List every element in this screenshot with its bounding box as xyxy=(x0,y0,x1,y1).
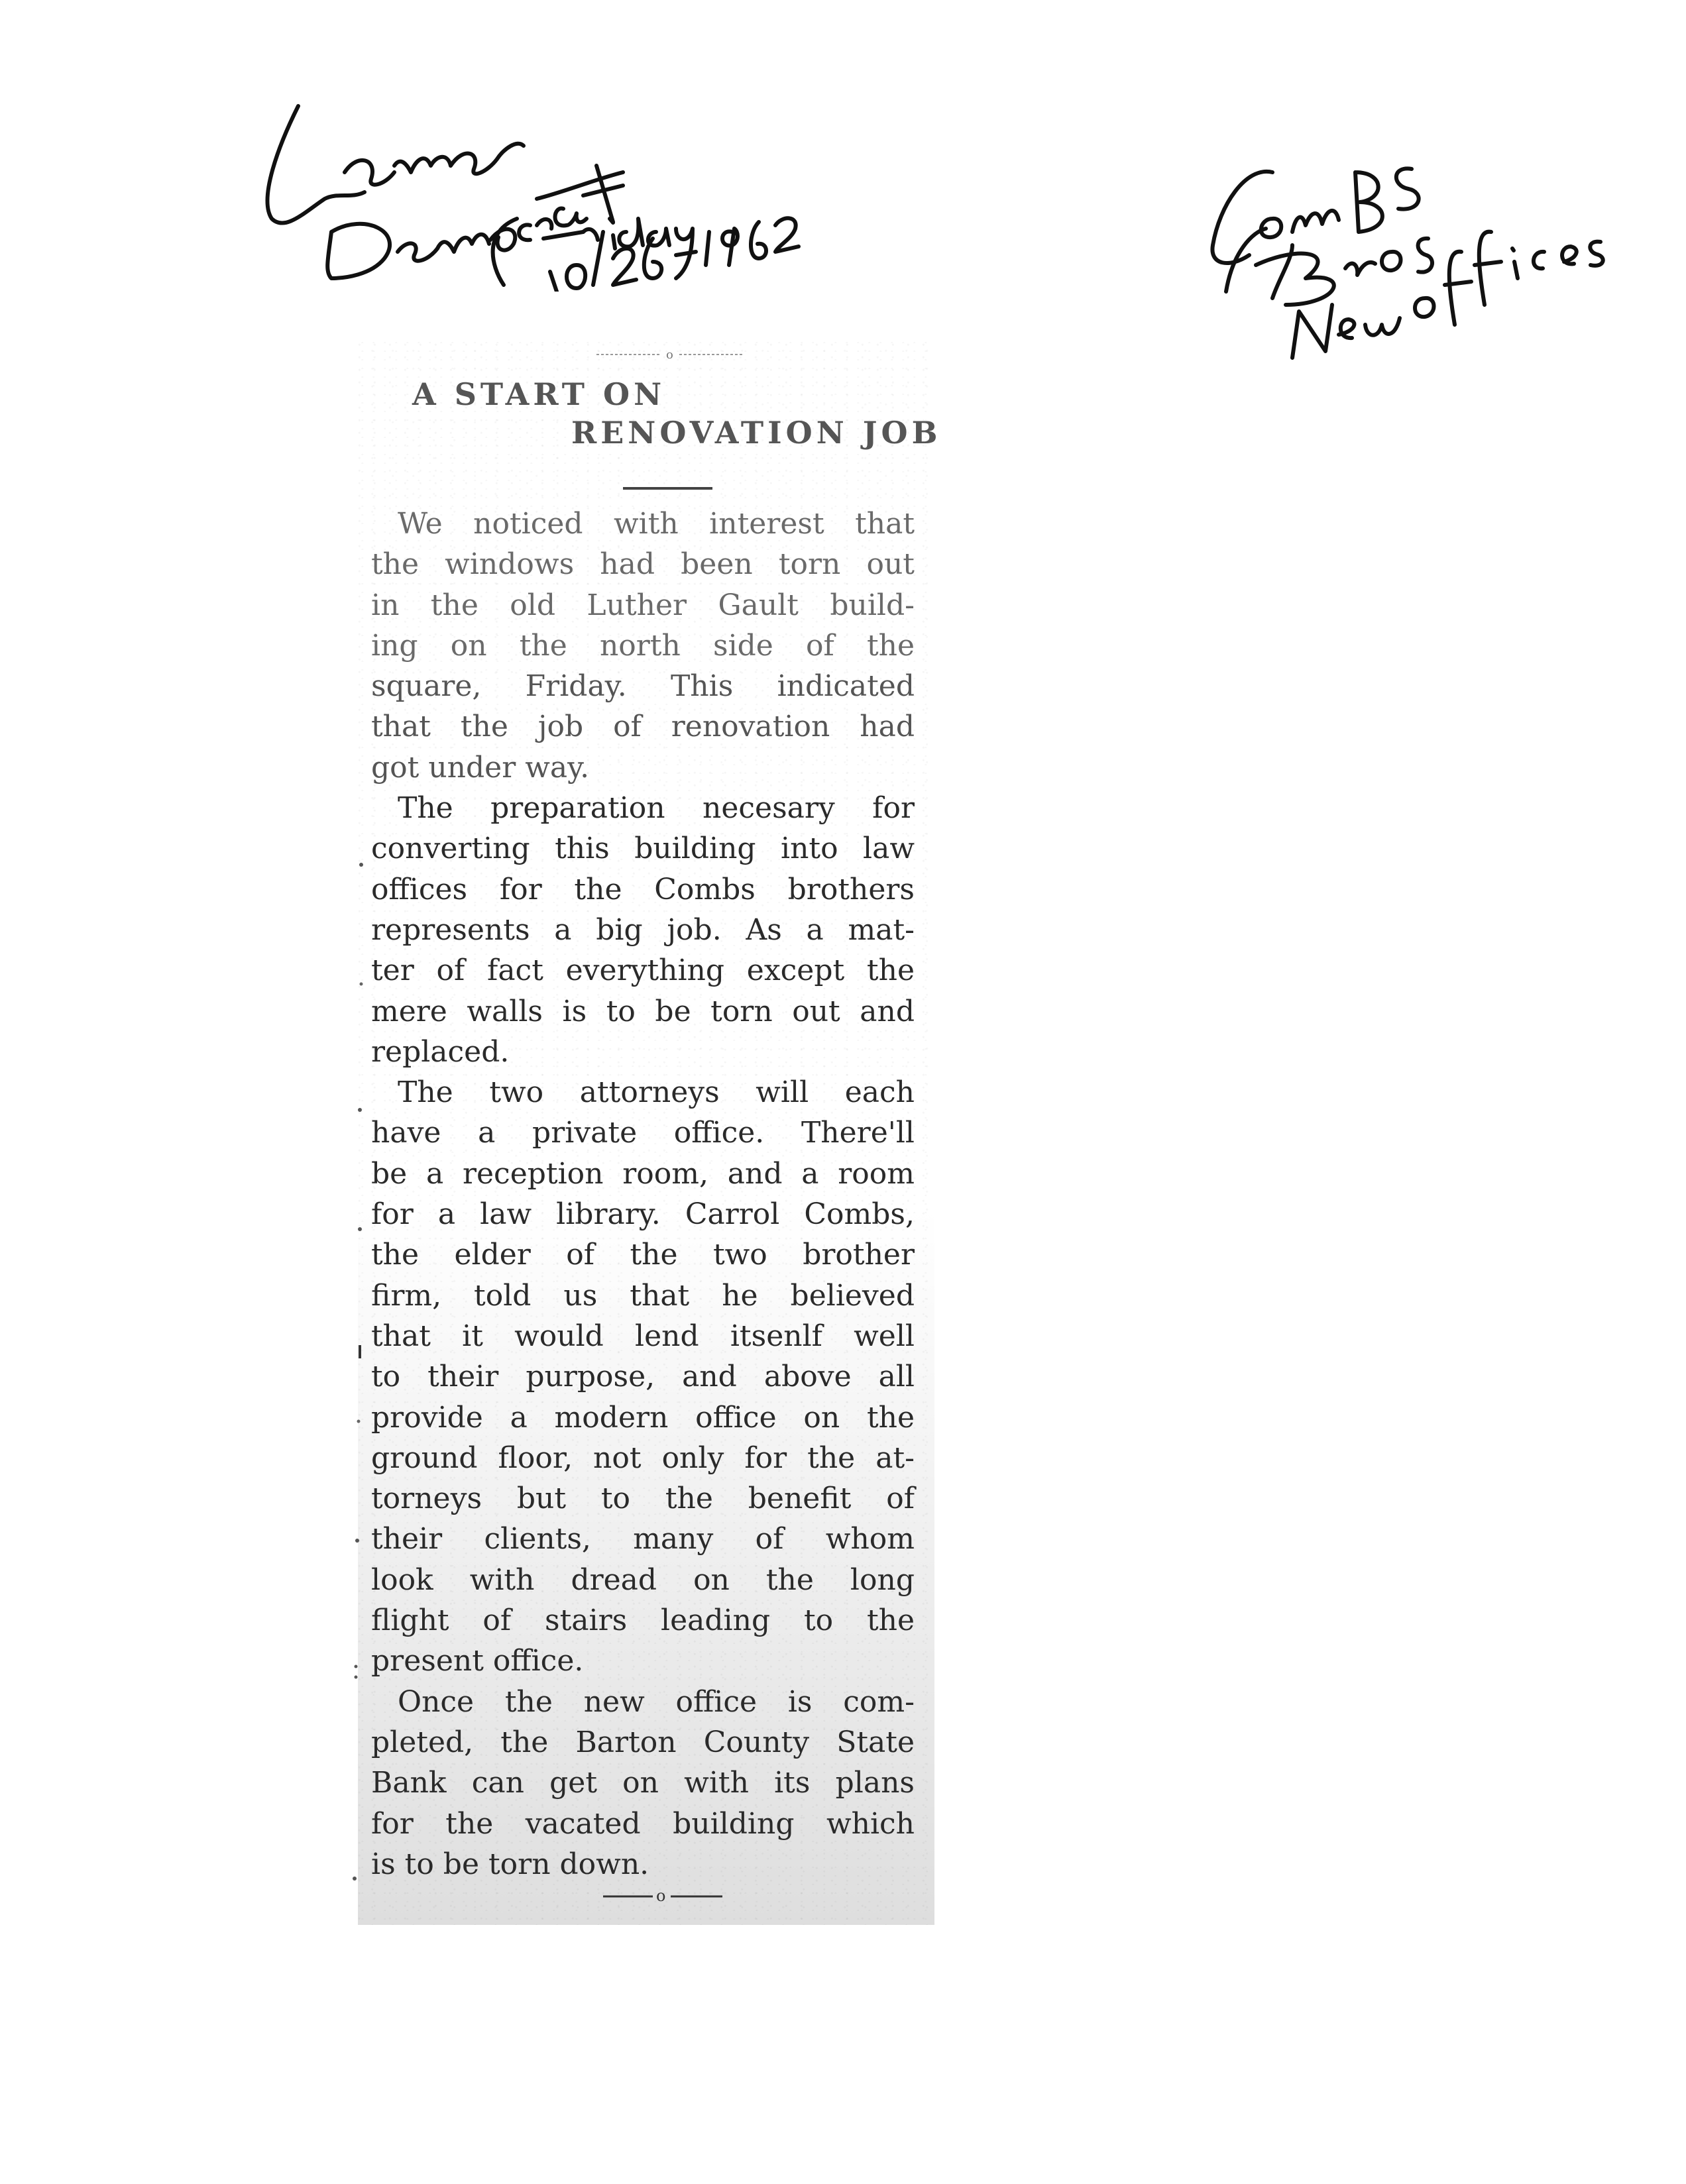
newspaper-clipping xyxy=(358,335,942,1925)
text-line: flight of stairs leading to the xyxy=(371,1604,915,1638)
text-line: We noticed with interest that xyxy=(398,507,915,541)
text-line: in the old Luther Gault build- xyxy=(371,588,915,622)
text-line: for the vacated building which xyxy=(371,1806,915,1841)
text-line: converting this building into law xyxy=(371,832,915,866)
paragraph-2 xyxy=(371,788,915,1072)
text-line: got under way. xyxy=(371,750,590,785)
text-line: Bank can get on with its plans xyxy=(371,1766,915,1800)
text-line: represents a big job. As a mat- xyxy=(371,912,915,947)
text-line: their clients, many of whom xyxy=(371,1522,915,1556)
paragraph-3 xyxy=(371,1072,915,1681)
text-line: The preparation necesary for xyxy=(398,791,915,826)
text-line: is to be torn down. xyxy=(371,1847,649,1881)
text-line: pleted, the Barton County State xyxy=(371,1725,915,1759)
bottom-separator xyxy=(590,1885,736,1905)
text-line: offices for the Combs brothers xyxy=(371,872,915,906)
text-line: the elder of the two brother xyxy=(371,1238,915,1272)
text-line: be a reception room, and a room xyxy=(371,1156,915,1191)
top-separator xyxy=(596,348,742,361)
handwritten-subject-note-drawing xyxy=(1193,133,1644,384)
text-line: torneys but to the benefit of xyxy=(371,1482,915,1516)
text-line: firm, told us that he believed xyxy=(371,1278,915,1313)
text-line: ground floor, not only for the at- xyxy=(371,1441,915,1475)
text-line: ing on the north side of the xyxy=(371,628,915,663)
text-line: that the job of renovation had xyxy=(371,710,915,744)
text-line: look with dread on the long xyxy=(371,1562,915,1597)
bottom-separator-mark: o xyxy=(656,1886,666,1905)
top-separator-mark: o xyxy=(666,348,673,361)
text-line: square, Friday. This indicated xyxy=(371,669,915,704)
handwritten-source-note-drawing xyxy=(252,66,835,292)
margin-specks xyxy=(348,507,374,1898)
text-line: that it would lend itsenlf well xyxy=(371,1319,915,1353)
paragraph-4 xyxy=(371,1682,915,1884)
text-line: for a law library. Carrol Combs, xyxy=(371,1197,915,1232)
handwritten-source-note xyxy=(252,66,835,292)
text-line: The two attorneys will each xyxy=(398,1075,915,1110)
text-line: mere walls is to be torn out and xyxy=(371,994,915,1028)
text-line: have a private office. There'll xyxy=(371,1116,915,1150)
text-line: ter of fact everything except the xyxy=(371,954,915,988)
text-line: present office. xyxy=(371,1644,584,1678)
text-line: to their purpose, and above all xyxy=(371,1360,915,1394)
text-line: Once the new office is com- xyxy=(398,1684,915,1719)
headline-rule xyxy=(623,487,712,490)
headline-line-2: RENOVATION JOB xyxy=(571,415,942,451)
text-line: the windows had been torn out xyxy=(371,547,915,582)
article-body xyxy=(371,504,915,1884)
paragraph-1 xyxy=(371,504,915,788)
text-line: replaced. xyxy=(371,1034,510,1069)
headline-line-1: A START ON xyxy=(412,376,666,412)
handwritten-subject-note xyxy=(1193,133,1644,384)
text-line: provide a modern office on the xyxy=(371,1400,915,1435)
